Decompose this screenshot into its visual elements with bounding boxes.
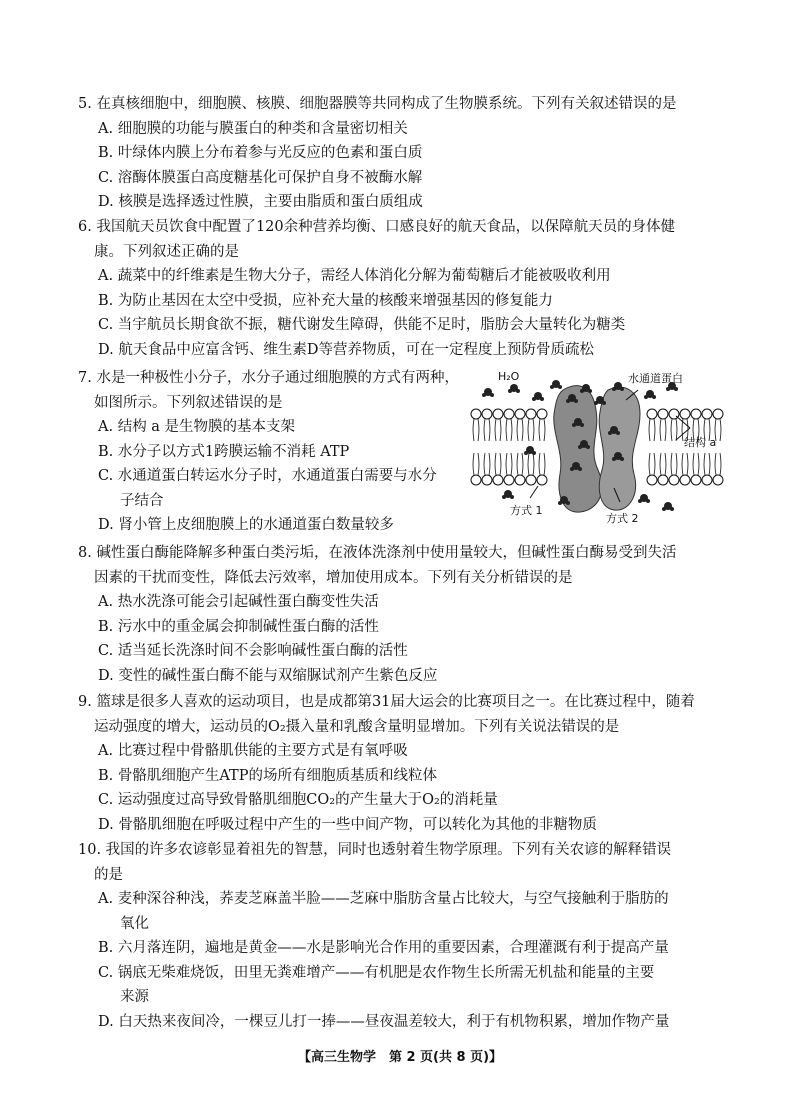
option-a: A. 麦种深谷种浅，荞麦芝麻盖半脸——芝麻中脂肪含量占比较大，与空气接触利于脂肪的 [98,891,669,907]
water-label: H₂O [498,370,520,383]
water-molecule [638,494,650,503]
question-8 [78,541,718,688]
water-channel-membrane-figure [468,370,728,530]
option-b: B. 污水中的重金属会抑制碱性蛋白酶的活性 [98,618,379,635]
question-stem: 8. 碱性蛋白酶能降解多种蛋白类污垢，在液体洗涤剂中使用量较大，但碱性蛋白酶易受到失活 [78,545,677,561]
option-a: A. 比赛过程中骨骼肌供能的主要方式是有氧呼吸 [98,743,408,759]
option-a: A. 结构 a 是生物膜的基本支架 [98,419,296,435]
question-6 [78,215,718,362]
question-5 [78,92,718,215]
water-channel-protein [554,386,602,512]
question-stem-cont: 的是 [94,866,123,883]
phospholipid [647,409,657,485]
phospholipid [515,409,525,485]
mode1-label: 方式 1 [510,504,543,517]
membrane-diagram [468,370,728,530]
question-stem: 5. 在真核细胞中，细胞膜、核膜、细胞器膜等共同构成了生物膜系统。下列有关叙述错误的是 [78,96,677,112]
phospholipid [504,409,514,485]
option-c: C. 适当延长洗涤时间不会影响碱性蛋白酶的活性 [98,643,408,659]
page-footer: 【高三生物学 第 2 页(共 8 页)】 [297,1050,503,1065]
question-10 [78,838,718,1034]
question-stem: 7. 水是一种极性小分子，水分子通过细胞膜的方式有两种， [78,370,459,386]
option-d: D. 白天热来夜间冷，一棵豆儿打一捧——昼夜温差较大，利于有机物积累，增加作物产量 [98,1013,670,1030]
water-channel-protein-right [599,387,640,510]
option-c-cont: 子结合 [120,492,164,509]
phospholipid [669,409,679,485]
water-molecule [482,388,494,397]
water-molecule [644,390,656,399]
option-b: B. 叶绿体内膜上分布着参与光反应的色素和蛋白质 [98,145,423,161]
option-a: A. 细胞膜的功能与膜蛋白的种类和含量密切相关 [98,120,408,137]
water-molecule [612,382,624,391]
option-d: D. 航天食品中应富含钙、维生素D等营养物质，可在一定程度上预防骨质疏松 [98,341,594,358]
mode1-arrow [530,486,538,498]
phospholipid [482,409,492,485]
option-a: A. 热水洗涤可能会引起碱性蛋白酶变性失活 [98,594,379,610]
phospholipid [493,409,503,485]
option-d: D. 骨骼肌细胞在呼吸过程中产生的一些中间产物，可以转化为其他的非糖物质 [98,816,597,833]
phospholipid [537,409,547,485]
question-stem: 6. 我国航天员饮食中配置了120余种营养均衡、口感良好的航天食品，以保障航天员的身体健 [78,219,676,235]
water-molecule [550,380,562,389]
phospholipid [658,409,668,485]
question-stem: 9. 篮球是很多人喜欢的运动项目，也是成都第31届大运会的比赛项目之一。在比赛过程中，随着 [78,694,695,710]
question-stem-cont: 如图所示。下列叙述错误的是 [94,394,283,411]
water-molecule [508,384,520,393]
water-molecule [532,392,544,401]
option-b: B. 水分子以方式1跨膜运输不消耗 ATP [98,443,350,460]
option-c: C. 当宇航员长期食欲不振，糖代谢发生障碍，供能不足时，脂肪会大量转化为糖类 [98,317,626,333]
water-molecule [502,490,514,499]
question-stem-cont: 康。下列叙述正确的是 [94,243,239,260]
mode2-label: 方式 2 [606,512,639,525]
water-molecule [662,502,674,511]
option-b: B. 为防止基因在太空中受损，应补充大量的核酸来增强基因的修复能力 [98,292,553,309]
question-stem: 10. 我国的许多农谚彰显着祖先的智慧，同时也透射着生物学原理。下列有关农谚的解释错误 [78,842,672,858]
question-stem-cont: 运动强度的增大，运动员的O₂摄入量和乳酸含量明显增加。下列有关说法错误的是 [94,718,620,735]
phospholipid [471,409,481,485]
water-molecule [524,446,536,455]
question-9 [78,690,718,837]
option-c: C. 溶酶体膜蛋白高度糖基化可保护自身不被酶水解 [98,169,423,186]
option-c-cont: 来源 [120,989,149,1005]
question-stem-cont: 因素的干扰而变性，降低去污效率，增加使用成本。下列有关分析错误的是 [94,569,573,586]
structure-a-label: 结构 a [684,436,717,449]
option-d: D. 核膜是选择透过性膜，主要由脂质和蛋白质组成 [98,194,423,210]
option-d: D. 变性的碱性蛋白酶不能与双缩脲试剂产生紫色反应 [98,667,438,684]
option-c: C. 锅底无柴难烧饭，田里无粪难增产——有机肥是农作物生长所需无机盐和能量的主要 [98,964,655,981]
option-a: A. 蔬菜中的纤维素是生物大分子，需经人体消化分解为葡萄糖后才能被吸收利用 [98,268,611,284]
option-b: B. 骨骼肌细胞产生ATP的场所有细胞质基质和线粒体 [98,767,437,784]
option-c: C. 水通道蛋白转运水分子时，水通道蛋白需要与水分 [98,468,437,484]
option-c: C. 运动强度过高导致骨骼肌细胞CO₂的产生量大于O₂的消耗量 [98,792,498,808]
option-b: B. 六月落连阴，遍地是黄金——水是影响光合作用的重要因素，合理灌溉有利于提高产量 [98,940,669,956]
option-d: D. 肾小管上皮细胞膜上的水通道蛋白数量较多 [98,517,394,533]
channel-label: 水通道蛋白 [628,372,683,385]
option-a-cont: 氧化 [120,915,149,932]
